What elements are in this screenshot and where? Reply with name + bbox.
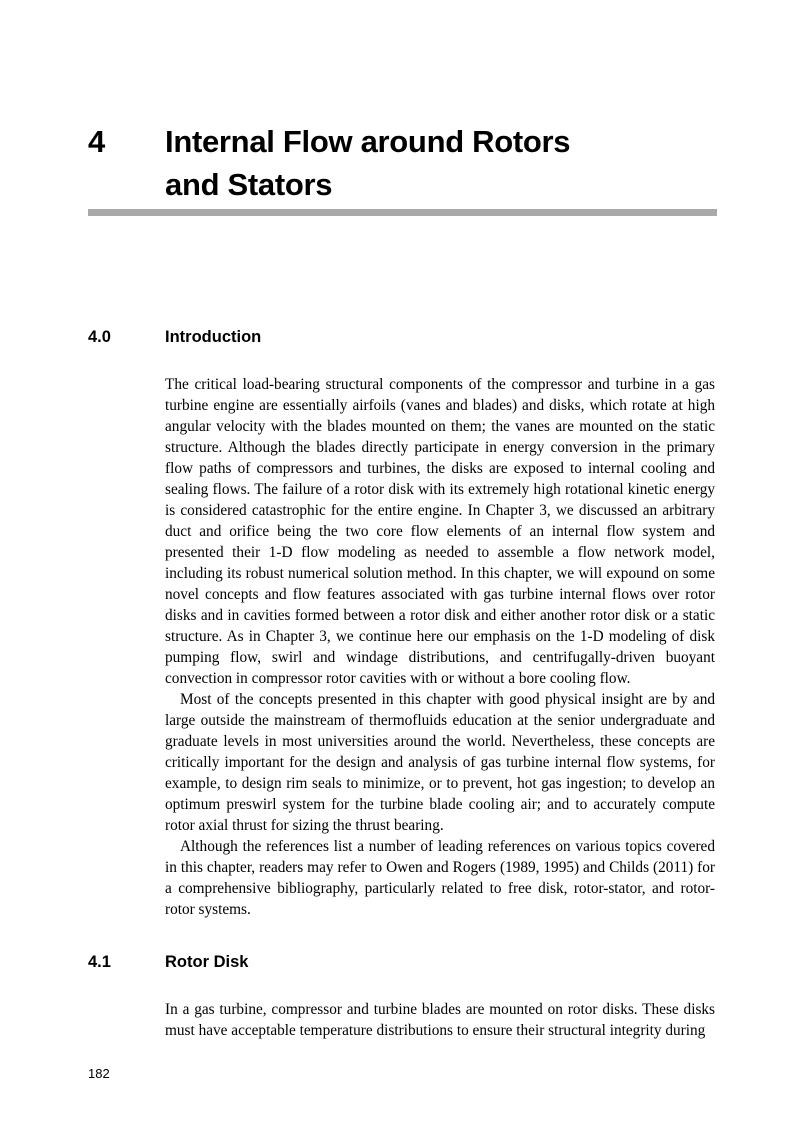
chapter-title-line2: and Stators [165, 167, 333, 203]
paragraph: Although the references list a number of leading references on various topics covered in this chapter, readers may refer to Owen and Rogers (1989, 1995) and Childs (2011) for a comprehensive bibliography, particularly related to free disk, rotor-stator, and rotor-rotor systems. [165, 837, 715, 918]
chapter-header [88, 120, 717, 207]
section-rotor-disk [88, 953, 717, 1041]
chapter-divider-rule [88, 209, 717, 216]
chapter-title [165, 120, 570, 207]
section-number: 4.0 [88, 328, 111, 346]
paragraph: In a gas turbine, compressor and turbine blades are mounted on rotor disks. These disks must have acceptable temperature distributions to ensure their structural integrity during [165, 1000, 715, 1039]
section-body [165, 999, 715, 1041]
page-number: 182 [88, 1066, 110, 1081]
paragraph: The critical load-bearing structural components of the compressor and turbine in a gas turbine engine are essentially airfoils (vanes and blades) and disks, which rotate at high angular velocity with the blades mounted on them; the vanes are mounted on the static structure. Although the blades directly participate in energy conversion in the primary flow paths of compressors and turbines, the disks are exposed to internal cooling and sealing flows. The failure of a rotor disk with its extremely high rotational kinetic energy is considered catastrophic for the entire engine. In Chapter 3, we discussed an arbitrary duct and orifice being the two core flow elements of an internal flow system and presented their 1-D flow modeling as needed to assemble a flow network model, including its robust numerical solution method. In this chapter, we will expound on some novel concepts and flow features associated with gas turbine internal flows over rotor disks and in cavities formed between a rotor disk and either another rotor disk or a static structure. As in Chapter 3, we continue here our emphasis on the 1-D modeling of disk pumping flow, swirl and windage distributions, and centrifugally-driven buoyant convection in compressor rotor cavities with or without a bore cooling flow. [165, 375, 715, 687]
section-introduction [88, 328, 717, 920]
section-title: Introduction [165, 328, 262, 346]
chapter-number: 4 [88, 124, 105, 159]
section-number: 4.1 [88, 952, 111, 971]
paragraph: Most of the concepts presented in this chapter with good physical insight are by and large outside the mainstream of thermofluids education at the senior undergraduate and graduate levels in most universities around the world. Nevertheless, these concepts are critically important for the design and analysis of gas turbine internal flow systems, for example, to design rim seals to minimize, or to prevent, hot gas ingestion; to develop an optimum preswirl system for the turbine blade cooling air; and to accurately compute rotor axial thrust for sizing the thrust bearing. [165, 690, 715, 834]
section-title: Rotor Disk [165, 952, 249, 971]
section-heading [88, 953, 717, 973]
chapter-title-line1: Internal Flow around Rotors [165, 124, 571, 159]
section-body [165, 374, 715, 920]
section-heading [88, 328, 717, 348]
body-column [88, 328, 717, 1041]
